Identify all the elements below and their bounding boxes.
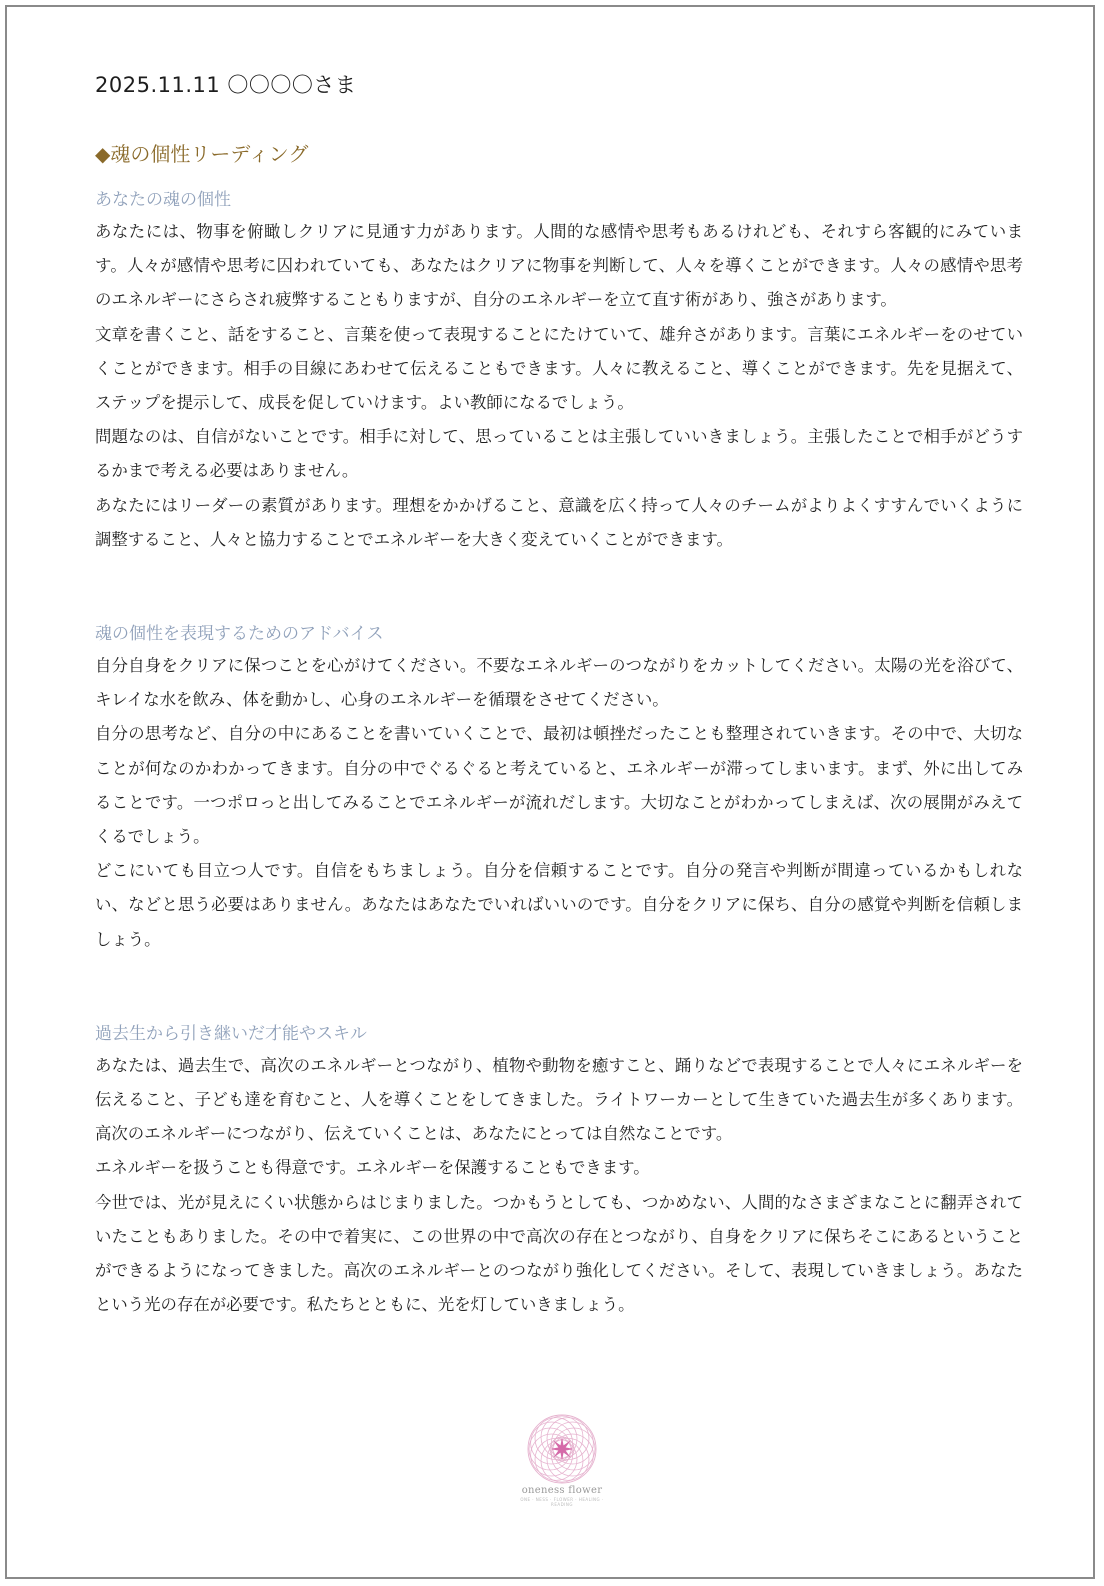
brand-tagline: ONE · NESS · FLOWER · HEALING · READING [520,1497,604,1507]
paragraph: エネルギーを扱うことも得意です。エネルギーを保護することもできます。 [95,1158,650,1178]
date-recipient-line: 2025.11.11 〇〇〇〇さま [95,73,357,97]
paragraph: 文章を書くこと、話をすること、言葉を使って表現することにたけていて、雄弁さがあります。言葉にエネルギーをのせていくことができます。相手の目線にあわせて伝えることもできます。人々に教えること、導くことができます。先を見据えて、ステップを提示して、成長を促していけます。よい教師になるでしょう。 [95,324,1023,413]
section-advice [95,619,1023,957]
section-heading: 魂の個性を表現するためのアドバイス [95,624,384,645]
paragraph: 問題なのは、自信がないことです。相手に対して、思っていることは主張していいきましょう。主張したことで相手がどうするかまで考える必要はありません。 [95,427,1023,481]
paragraph: あなたにはリーダーの素質があります。理想をかかげること、意識を広く持って人々のチームがよりよくすすんでいくように調整すること、人々と協力することでエネルギーを大きく変えていくことができます。 [95,495,1023,549]
paragraph: どこにいても目立つ人です。自信をもちましょう。自分を信頼することです。自分の発言や判断が間違っているかもしれない、などと思う必要はありません。あなたはあなたでいればいいのです。自分をクリアに保ち、自分の感覚や判断を信頼しましょう。 [95,861,1023,949]
document-page [5,5,1095,1579]
paragraph: あなたには、物事を俯瞰しクリアに見通す力があります。人間的な感情や思考もあるけれども、それすら客観的にみています。人々が感情や思考に囚われていても、あなたはクリアに物事を判断して、人々を導くことができます。人々の感情や思考のエネルギーにさらされ疲弊することもりますが、自分のエネルギーを立て直す術があり、強さがあります。 [95,222,1023,310]
brand-name: oneness flower [521,1485,603,1496]
document-title: ◆魂の個性リーディング [95,142,309,166]
document-content [95,69,1023,1322]
paragraph: 今世では、光が見えにくい状態からはじまりました。つかもうとしても、つかめない、人間的なさまざまなことに翻弄されていたこともありました。その中で着実に、この世界の中で高次の存在とつながり、自身をクリアに保ちそこにあるということができるようになってきました。高次のエネルギーとのつながり強化してください。そして、表現していきましょう。あなたという光の存在が必要です。私たちとともに、光を灯していきましょう。 [95,1192,1023,1315]
paragraph: 自分の思考など、自分の中にあることを書いていくことで、最初は頓挫だったことも整理されていきます。その中で、大切なことが何なのかわかってきます。自分の中でぐるぐると考えていると、エネルギーが滞ってしまいます。まず、外に出してみることです。一つポロっと出してみることでエネルギーが流れだします。大切なことがわかってしまえば、次の展開がみえてくるでしょう。 [95,724,1023,847]
paragraph: 自分自身をクリアに保つことを心がけてください。不要なエネルギーのつながりをカットしてください。太陽の光を浴びて、キレイな水を飲み、体を動かし、心身のエネルギーを循環をさせてください。 [95,656,1023,710]
flower-of-life-icon [526,1413,598,1485]
section-soul-personality [95,185,1023,557]
section-heading: あなたの魂の個性 [95,190,231,210]
brand-logo [510,1413,614,1513]
section-past-life-skills [95,1019,1023,1323]
paragraph: あなたは、過去生で、高次のエネルギーとつながり、植物や動物を癒すこと、踊りなどで表現することで人々にエネルギーを伝えること、子ども達を育むこと、人を導くことをしてきました。ライトワーカーとして生きていた過去生が多くあります。高次のエネルギーにつながり、伝えていくことは、あなたにとっては自然なことです。 [95,1055,1023,1144]
section-heading: 過去生から引き継いだ才能やスキル [95,1023,367,1044]
